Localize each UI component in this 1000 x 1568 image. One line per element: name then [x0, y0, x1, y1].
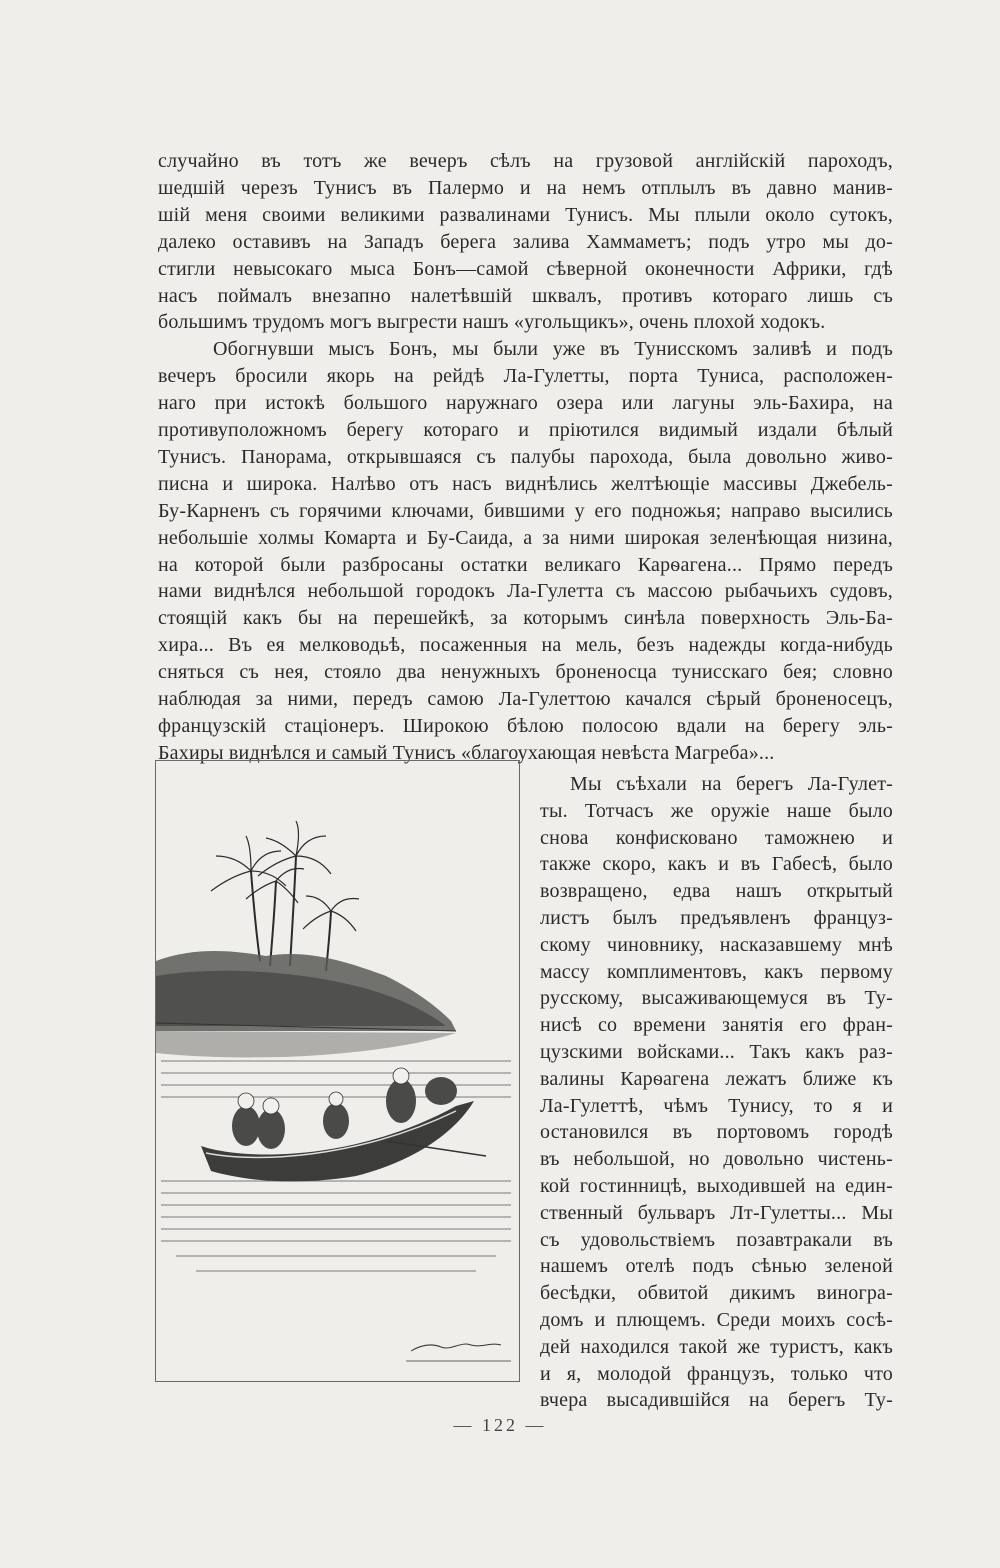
text-line: шій меня своими великими развалинами Тунисъ. Мы плыли около сутокъ, [158, 203, 893, 226]
text-line: Бахиры виднѣлся и самый Тунисъ «благоухающая невѣста Магреба»... [158, 741, 775, 764]
text-line: цузскими войсками... Такъ какъ раз- [540, 1041, 893, 1063]
text-line: стоящій какъ бы на перешейкѣ, за которымъ синѣла поверхность Эль-Ба- [158, 607, 893, 630]
text-line: шедшій черезъ Тунисъ въ Палермо и на немъ отплылъ въ давно манив- [158, 176, 893, 199]
text-line: скому чиновнику, насказавшему мнѣ [540, 933, 893, 956]
text-line: хира... Въ ея мелководьѣ, посаженныя на мель, безъ надежды когда-нибудь [158, 634, 893, 657]
text-line: большимъ трудомъ могъ выгрести нашъ «угольщикъ», очень плохой ходокъ. [158, 311, 826, 334]
text-line: насъ поймалъ внезапно налетѣвшій шквалъ, противъ котораго лишь съ [158, 284, 893, 307]
text-line: вчера высадившійся на берегъ Ту- [540, 1389, 893, 1412]
text-line: ты. Тотчасъ же оружіе наше было [540, 799, 893, 822]
text-line: небольшіе холмы Комарта и Бу-Саида, а за ними широкая зеленѣющая низина, [158, 526, 893, 549]
text-line: вечеръ бросили якорь на рейдѣ Ла-Гулетты, порта Туниса, расположен- [158, 365, 893, 388]
text-line: нами виднѣлся небольшой городокъ Ла-Гулетта съ массою рыбачьихъ судовъ, [158, 580, 893, 603]
text-line: валины Карѳагена лежатъ ближе къ [540, 1067, 893, 1090]
text-line: снова конфисковано таможнею и [540, 826, 893, 849]
text-line: листъ былъ предъявленъ француз- [540, 907, 893, 929]
text-line: французскій стаціонеръ. Широкою бѣлою полосою вдали на берегу эль- [158, 714, 893, 737]
text-line: съ удовольствіемъ позавтракали въ [540, 1228, 893, 1251]
text-line: ственный бульваръ Лт-Гулетты... Мы [540, 1201, 893, 1224]
text-line: домъ и плющемъ. Среди моихъ сосѣ- [540, 1309, 893, 1331]
text-line: Ла-Гулеттѣ, чѣмъ Тунису, то я и [540, 1094, 893, 1117]
text-line: Обогнувши мысъ Бонъ, мы были уже въ Тунисскомъ заливѣ и подъ [213, 338, 893, 361]
text-line: и я, молодой французъ, только что [540, 1362, 893, 1385]
text-line: сняться съ нея, стояло два ненужныхъ броненосца тунисскаго бея; словно [158, 661, 893, 684]
engraving-boat-palms-icon [155, 760, 520, 1382]
text-line: русскому, высаживающемуся въ Ту- [540, 987, 893, 1010]
text-line: также скоро, какъ и въ Габесѣ, было [540, 853, 893, 876]
text-line: писна и широка. Налѣво отъ насъ виднѣлись желтѣющіе массивы Джебель- [158, 472, 893, 495]
text-line: наго при истокѣ большого наружнаго озера или лагуны эль-Бахира, на [158, 392, 893, 415]
text-line: возвращено, едва нашъ открытый [540, 880, 893, 903]
text-line: остановился въ портовомъ городѣ [540, 1121, 893, 1144]
text-line: бесѣдки, обвитой дикимъ виногра- [540, 1282, 893, 1305]
text-line: далеко оставивъ на Западъ берега залива Хаммаметъ; подъ утро мы до- [158, 230, 893, 253]
text-line: Бу-Карненъ съ горячими ключами, бившими у его подножья; направо высились [158, 499, 893, 522]
text-line: массу комплиментовъ, какъ первому [540, 960, 893, 983]
text-line: случайно въ тотъ же вечеръ сѣлъ на грузовой англійскій пароходъ, [158, 150, 893, 172]
text-line: въ небольшой, но довольно чистень- [540, 1148, 893, 1171]
text-line: дей находился такой же туристъ, какъ [540, 1335, 893, 1358]
page-number: — 122 — [453, 1415, 547, 1435]
text-line: противуположномъ берегу котораго и пріютился видимый издали бѣлый [158, 419, 893, 441]
text-line: нисѣ со времени занятія его фран- [540, 1014, 893, 1037]
text-line: Тунисъ. Панорама, открывшаяся съ палубы парохода, была довольно живо- [158, 445, 893, 468]
text-line: кой гостинницѣ, выходившей на един- [540, 1175, 893, 1197]
text-line: Мы съѣхали на берегъ Ла-Гулет- [570, 773, 893, 795]
text-line: на которой были разбросаны остатки великаго Карѳагена... Прямо передъ [158, 553, 893, 576]
text-line: наблюдая за ними, передъ самою Ла-Гулеттою качался сѣрый броненосецъ, [158, 688, 893, 710]
text-line: стигли невысокаго мыса Бонъ—самой сѣверной оконечности Африки, гдѣ [158, 257, 893, 280]
text-line: нашемъ отелѣ подъ сѣнью зеленой [540, 1255, 893, 1278]
